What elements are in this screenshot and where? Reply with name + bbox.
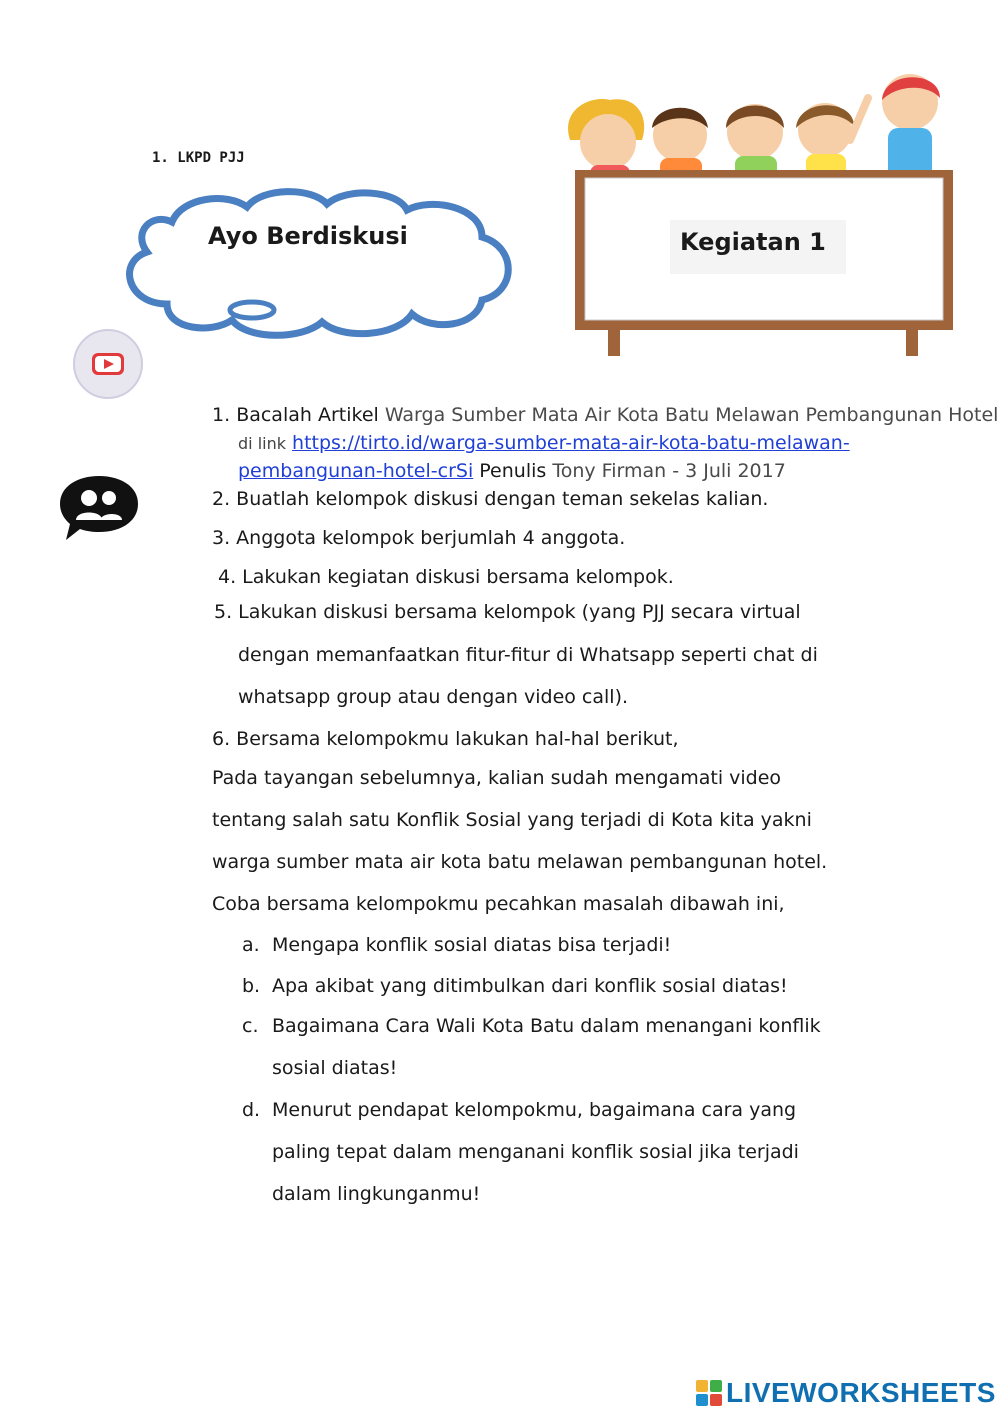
question-a-letter: a.	[242, 934, 260, 956]
question-c-text-cont: sosial diatas!	[272, 1057, 398, 1079]
liveworksheets-brand[interactable]	[696, 1375, 996, 1411]
instruction-item-5: 5. Lakukan diskusi bersama kelompok (yang PJJ secara virtual	[214, 601, 801, 623]
article-link-line-2	[238, 458, 786, 484]
paragraph-line: tentang salah satu Konflik Sosial yang terjadi di Kota kita yakni	[212, 809, 812, 831]
article-title: Warga Sumber Mata Air Kota Batu Melawan Pembangunan Hotel	[384, 404, 999, 426]
discussion-cloud	[112, 182, 522, 342]
youtube-play-icon[interactable]	[72, 328, 144, 400]
liveworksheets-logo-icon	[696, 1380, 722, 1406]
paragraph-line: Coba bersama kelompokmu pecahkan masalah dibawah ini,	[212, 893, 785, 915]
paragraph-line: Pada tayangan sebelumnya, kalian sudah mengamati video	[212, 767, 782, 789]
worksheet-header-label: 1. LKPD PJJ	[152, 150, 245, 166]
question-b-text: Apa akibat yang ditimbulkan dari konflik sosial diatas!	[272, 975, 788, 997]
instruction-item-4: 4. Lakukan kegiatan diskusi bersama kelompok.	[218, 566, 674, 588]
instruction-item-2: 2. Buatlah kelompok diskusi dengan teman sekelas kalian.	[212, 488, 769, 510]
question-d-text-cont: paling tepat dalam menganani konflik sosial jika terjadi	[272, 1141, 799, 1163]
instruction-item-3: 3. Anggota kelompok berjumlah 4 anggota.	[212, 527, 626, 549]
paragraph-line: warga sumber mata air kota batu melawan pembangunan hotel.	[212, 851, 828, 873]
article-link-continued[interactable]: pembangunan-hotel-crSi	[238, 460, 474, 482]
item-number: 1.	[212, 404, 231, 426]
cloud-title: Ayo Berdiskusi	[208, 222, 408, 250]
article-link[interactable]: https://tirto.id/warga-sumber-mata-air-kota-batu-melawan-	[292, 432, 850, 454]
instruction-item-5-cont: whatsapp group atau dengan video call).	[238, 686, 629, 708]
question-c-letter: c.	[242, 1015, 259, 1037]
activity-title: Kegiatan 1	[680, 228, 826, 256]
question-c-text: Bagaimana Cara Wali Kota Batu dalam menangani konflik	[272, 1015, 821, 1037]
item-lead: Bacalah Artikel	[236, 404, 379, 426]
question-d-letter: d.	[242, 1099, 261, 1121]
question-d-text-cont: dalam lingkunganmu!	[272, 1183, 481, 1205]
instruction-item-6: 6. Bersama kelompokmu lakukan hal-hal berikut,	[212, 728, 679, 750]
brand-name: LIVEWORKSHEETS	[726, 1377, 996, 1408]
group-chat-icon	[56, 474, 142, 546]
kids-board-illustration	[550, 70, 960, 365]
author-label: Penulis	[479, 460, 547, 482]
article-link-line-1	[238, 430, 850, 457]
instruction-item-1	[212, 402, 998, 428]
author-name: Tony Firman - 3 Juli 2017	[552, 460, 786, 482]
instruction-item-5-cont: dengan memanfaatkan fitur-fitur di Whatsapp seperti chat di	[238, 644, 818, 666]
question-b-letter: b.	[242, 975, 261, 997]
question-a-text: Mengapa konflik sosial diatas bisa terjadi!	[272, 934, 672, 956]
link-prefix: di link	[238, 434, 286, 453]
question-d-text: Menurut pendapat kelompokmu, bagaimana cara yang	[272, 1099, 797, 1121]
